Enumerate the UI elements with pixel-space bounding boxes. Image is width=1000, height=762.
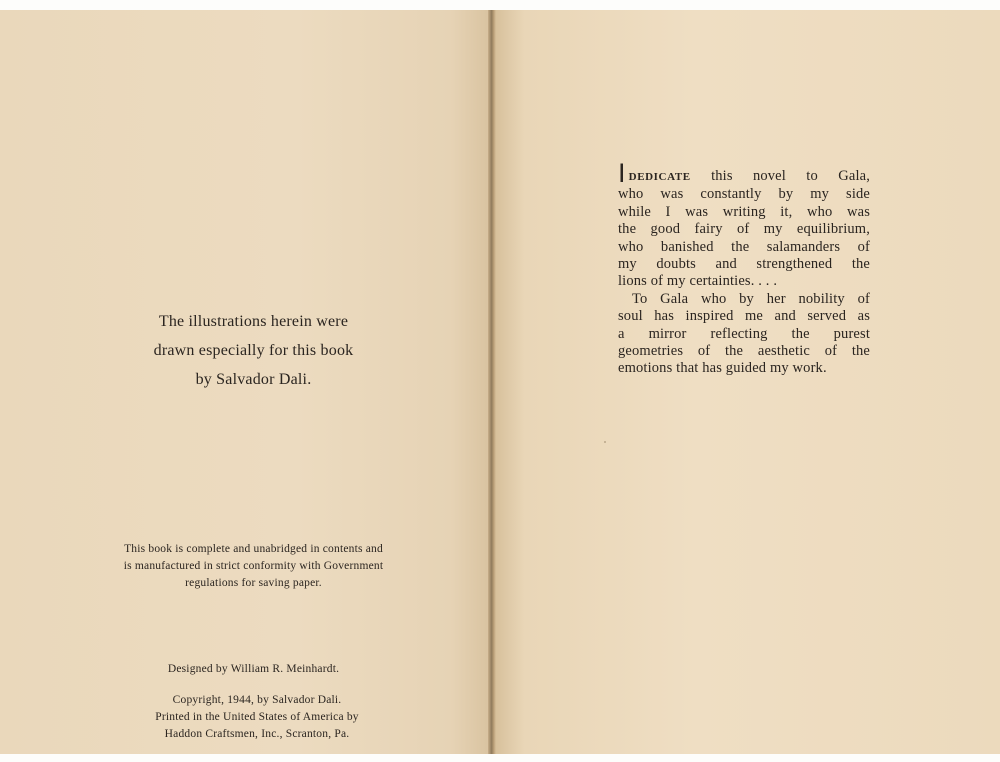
book-gutter	[488, 10, 496, 754]
dedication-line: a mirror reflecting the purest	[618, 325, 870, 342]
paper-speck	[604, 441, 606, 443]
dedication-line: emotions that has guided my work.	[618, 360, 827, 377]
copyright-notice	[0, 692, 514, 743]
completeness-note-line: This book is complete and unabridged in contents and	[124, 543, 383, 555]
illustrations-note-line: The illustrations herein were	[158, 313, 349, 330]
left-page	[0, 10, 490, 754]
dedication-line: my doubts and strengthened the	[618, 256, 870, 273]
completeness-note-line: regulations for saving paper.	[185, 577, 322, 589]
illustrations-note-line: drawn especially for this book	[153, 342, 354, 359]
dedication-line: while I was writing it, who was	[618, 203, 870, 220]
illustrations-note-line: by Salvador Dali.	[195, 371, 312, 388]
dedication-line: soul has inspired me and served as	[618, 308, 870, 325]
drop-cap: I	[618, 158, 626, 188]
dedication-line: geometries of the aesthetic of the	[618, 343, 870, 360]
completeness-note-line: is manufactured in strict conformity with Government	[123, 560, 384, 572]
dedication-line: who was constantly by my side	[618, 186, 870, 203]
designer-credit: Designed by William R. Meinhardt.	[167, 663, 340, 675]
illustrations-note	[0, 307, 507, 394]
dedication-line: the good fairy of my equilibrium,	[618, 221, 870, 238]
completeness-note	[0, 541, 507, 592]
copyright-line: Haddon Craftsmen, Inc., Scranton, Pa.	[164, 728, 350, 740]
dedication-small-caps: DEDICATE	[628, 171, 691, 183]
dedication-line: To Gala who by her nobility of	[632, 290, 870, 307]
right-page	[494, 10, 1000, 754]
dedication-first-line	[618, 158, 870, 188]
copyright-line: Copyright, 1944, by Salvador Dali.	[172, 694, 342, 706]
dedication-line: lions of my certainties. . . .	[618, 273, 778, 290]
dedication-text	[618, 158, 870, 378]
copyright-line: Printed in the United States of America by	[155, 711, 359, 723]
dedication-line: who banished the salamanders of	[618, 238, 870, 255]
dedication-first-line-rest: this novel to Gala,	[711, 168, 870, 184]
